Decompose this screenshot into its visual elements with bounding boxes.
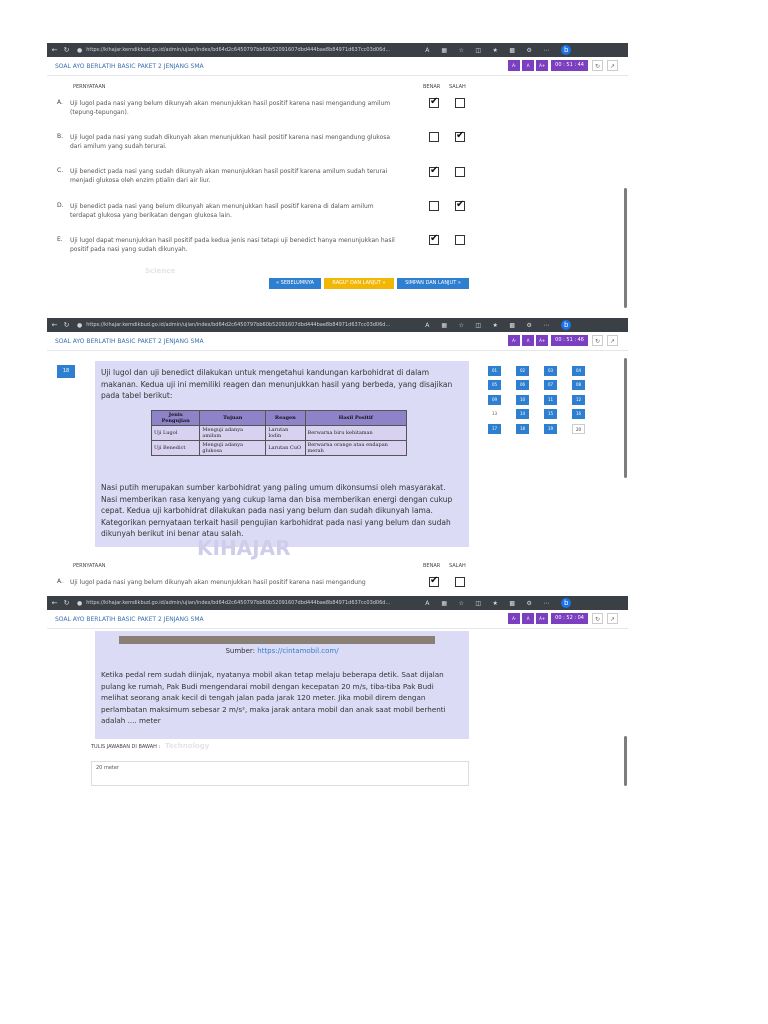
table-cell: Menguji adanya amilum <box>200 426 266 441</box>
question-number-09[interactable]: 09 <box>488 395 501 405</box>
browser-toolbar <box>47 318 628 332</box>
statement-text: Uji benedict pada nasi yang sudah dikunyah akan menunjukkan hasil positif karena amilum sudah terurai menjadi glukosa oleh enzim ptialin dari air liur. <box>70 168 388 184</box>
address-bar[interactable]: https://kihajar.kemdikbud.go.id/admin/ujian/index/bd64d2c6450797bb60b52091607dbd444bae8b84971d637cc03d06d... <box>86 600 391 606</box>
address-bar[interactable]: https://kihajar.kemdikbud.go.id/admin/ujian/index/bd64d2c6450797bb60b52091607dbd444bae8b84971d637cc03d06d... <box>86 322 391 328</box>
exam-title: SOAL AYO BERLATIH BASIC PAKET 2 JENJANG SMA <box>55 62 204 70</box>
lock-icon: ● <box>77 599 83 607</box>
split-screen-icon[interactable]: ◫ <box>475 599 482 607</box>
extensions-icon[interactable]: ⚙ <box>526 46 532 54</box>
favorites-icon[interactable]: ★ <box>492 599 498 607</box>
question-number-04[interactable]: 04 <box>572 366 585 376</box>
salah-checkbox-d[interactable] <box>455 201 465 211</box>
favorites-icon[interactable]: ★ <box>492 321 498 329</box>
question-number-10[interactable]: 10 <box>516 395 529 405</box>
refresh-icon[interactable]: ↻ <box>592 335 603 346</box>
salah-checkbox-b[interactable] <box>455 132 465 142</box>
exam-header <box>47 610 628 629</box>
screenshot-2 <box>47 318 628 592</box>
read-aloud-icon[interactable]: A <box>425 599 430 607</box>
browser-toolbar <box>47 596 628 610</box>
scrollbar[interactable] <box>624 358 627 478</box>
timer: 00 : 51 : 46 <box>551 335 588 346</box>
fullscreen-icon[interactable]: ↗ <box>607 60 618 71</box>
car-image-bottom-edge <box>119 636 435 644</box>
salah-checkbox-e[interactable] <box>455 235 465 245</box>
question-number-01[interactable]: 01 <box>488 366 501 376</box>
favorites-icon[interactable]: ★ <box>492 46 498 54</box>
collections-icon[interactable]: ▩ <box>509 321 516 329</box>
split-screen-icon[interactable]: ◫ <box>475 321 482 329</box>
font-increase-button[interactable]: A+ <box>536 60 548 71</box>
watermark-technology: Technology <box>165 742 210 750</box>
extensions-icon[interactable]: ⚙ <box>526 321 532 329</box>
question-number-05[interactable]: 05 <box>488 380 501 390</box>
font-increase-button[interactable]: A+ <box>536 335 548 346</box>
table-header: Reagen <box>266 411 305 426</box>
table-cell: Berwarna biru kehitaman <box>305 426 406 441</box>
benar-checkbox-e[interactable] <box>429 235 439 245</box>
font-reset-button[interactable]: A <box>522 60 534 71</box>
image-source <box>95 646 469 658</box>
question-number-19[interactable]: 19 <box>544 424 557 434</box>
collections-icon[interactable]: ▩ <box>509 46 516 54</box>
table-header: Hasil Positif <box>305 411 406 426</box>
font-reset-button[interactable]: A <box>522 335 534 346</box>
salah-header: SALAH <box>449 84 466 90</box>
exam-header <box>47 57 628 76</box>
split-screen-icon[interactable]: ◫ <box>475 46 482 54</box>
statement-header: PERNYATAAN <box>73 84 106 90</box>
question-number-16[interactable]: 16 <box>572 409 585 419</box>
read-aloud-icon[interactable]: A <box>425 46 430 54</box>
question-body: Nasi putih merupakan sumber karbohidrat yang paling umum dikonsumsi oleh masyarakat. Nasi memberikan rasa kenyang yang cukup lama dan bisa memberikan energi dengan cukup cepat. Kedua uji karbohidrat dilakukan pada nasi yang belum dan sudah dikunyah lama. Kategorikan pernyataan terkait hasil pengujian karbohidrat pada nasi yang belum dan sudah dikunyah berikut ini benar atau salah. <box>101 483 453 538</box>
read-aloud-icon[interactable]: A <box>425 321 430 329</box>
table-header: Tujuan <box>200 411 266 426</box>
statement-header: PERNYATAAN <box>73 563 106 569</box>
scrollbar[interactable] <box>624 188 627 308</box>
translate-icon[interactable]: ▦ <box>441 46 448 54</box>
statement-text: Uji lugol pada nasi yang belum dikunyah akan menunjukkan hasil positif karena nasi mengandung <box>70 579 366 586</box>
source-label: Sumber: <box>225 647 258 655</box>
benar-checkbox-a[interactable] <box>429 577 439 587</box>
exam-header <box>47 332 628 351</box>
salah-checkbox-c[interactable] <box>455 167 465 177</box>
benar-checkbox-b[interactable] <box>429 132 439 142</box>
salah-header: SALAH <box>449 563 466 569</box>
question-number-12[interactable]: 12 <box>572 395 585 405</box>
table-row <box>152 426 407 441</box>
table-header: Jenis Pengujian <box>152 411 200 426</box>
question-number-15[interactable]: 15 <box>544 409 557 419</box>
statement-text: Uji benedict pada nasi yang belum dikunyah akan menunjukkan hasil positif karena di dalam amilum terdapat glukosa yang berikatan dengan glukosa lain. <box>70 203 374 219</box>
table-cell: Menguji adanya glukosa <box>200 441 266 456</box>
benar-checkbox-a[interactable] <box>429 98 439 108</box>
bing-icon[interactable]: b <box>561 320 571 330</box>
extensions-icon[interactable]: ⚙ <box>526 599 532 607</box>
benar-checkbox-d[interactable] <box>429 201 439 211</box>
question-number-18[interactable]: 18 <box>516 424 529 434</box>
back-icon[interactable]: ← <box>51 599 58 607</box>
fullscreen-icon[interactable]: ↗ <box>607 613 618 624</box>
translate-icon[interactable]: ▦ <box>441 599 448 607</box>
save-next-button[interactable]: SIMPAN DAN LANJUT » <box>397 278 469 289</box>
address-bar[interactable]: https://kihajar.kemdikbud.go.id/admin/ujian/index/bd64d2c6450797bb60b52091607dbd444bae8b84971d637cc03d06d... <box>86 47 391 53</box>
statement-letter: E. <box>57 236 63 243</box>
reload-icon[interactable]: ↻ <box>63 321 70 329</box>
benar-header: BENAR <box>423 84 441 90</box>
question-number-17[interactable]: 17 <box>488 424 501 434</box>
reload-icon[interactable]: ↻ <box>63 599 70 607</box>
question-number-06[interactable]: 06 <box>516 380 529 390</box>
back-icon[interactable]: ← <box>51 46 58 54</box>
bing-icon[interactable]: b <box>561 598 571 608</box>
question-number-20[interactable]: 20 <box>572 424 585 434</box>
font-increase-button[interactable]: A+ <box>536 613 548 624</box>
screenshot-1 <box>47 43 628 313</box>
screenshot-3 <box>47 596 628 786</box>
star-icon[interactable]: ☆ <box>458 599 464 607</box>
question-number-03[interactable]: 03 <box>544 366 557 376</box>
doubt-next-button[interactable]: RAGU² DAN LANJUT » <box>324 278 394 289</box>
statement-text: Uji lugol dapat menunjukkan hasil positif pada kedua jenis nasi tetapi uji benedict hanya menunjukkan hasil positif pada nasi yang sudah dikunyah. <box>70 237 395 253</box>
question-number-11[interactable]: 11 <box>544 395 557 405</box>
statement-letter: B. <box>57 133 64 140</box>
salah-checkbox-a[interactable] <box>455 98 465 108</box>
more-icon[interactable]: ⋯ <box>543 321 550 329</box>
benar-header: BENAR <box>423 563 441 569</box>
statement-text: Uji lugol pada nasi yang belum dikunyah akan menunjukkan hasil positif karena nasi mengandung amilum (tepung-tepungan). <box>70 100 391 116</box>
salah-checkbox-a[interactable] <box>455 577 465 587</box>
question-number-badge: 18 <box>57 365 75 378</box>
benar-checkbox-c[interactable] <box>429 167 439 177</box>
question-intro: Uji lugol dan uji benedict dilakukan untuk mengetahui kandungan karbohidrat di dalam makanan. Kedua uji ini memiliki reagen dan menunjukkan hasil yang berbeda, yang disajikan pada tabel berikut: <box>101 368 453 400</box>
collections-icon[interactable]: ▩ <box>509 599 516 607</box>
answer-input[interactable]: 20 meter <box>91 761 469 786</box>
scrollbar[interactable] <box>624 736 627 786</box>
bing-icon[interactable]: b <box>561 45 571 55</box>
more-icon[interactable]: ⋯ <box>543 46 550 54</box>
exam-title: SOAL AYO BERLATIH BASIC PAKET 2 JENJANG SMA <box>55 615 204 623</box>
statement-letter: A. <box>57 578 63 585</box>
answer-label: TULIS JAWABAN DI BAWAH : <box>91 744 161 750</box>
source-link[interactable]: https://cintamobil.com/ <box>257 647 339 655</box>
test-table <box>151 410 407 456</box>
font-decrease-button[interactable]: A- <box>508 335 520 346</box>
previous-button[interactable]: « SEBELUMNYA <box>269 278 321 289</box>
font-decrease-button[interactable]: A- <box>508 60 520 71</box>
question-text: Ketika pedal rem sudah diinjak, nyatanya mobil akan tetap melaju beberapa detik. Saat dijalan pulang ke rumah, Pak Budi mengendarai mobil dengan kecepatan 20 m/s, tiba-tiba Pak Budi melihat seorang anak kecil di tengah jalan pada jarak 120 meter. Jika mobil direm dengan perlambatan maksimum sebesar 2 m/s², maka jarak antara mobil dan anak saat mobil berhenti adalah .... meter <box>101 670 446 725</box>
star-icon[interactable]: ☆ <box>458 46 464 54</box>
table-cell: Uji Benedict <box>152 441 200 456</box>
exam-title: SOAL AYO BERLATIH BASIC PAKET 2 JENJANG SMA <box>55 337 204 345</box>
fullscreen-icon[interactable]: ↗ <box>607 335 618 346</box>
statement-letter: C. <box>57 167 64 174</box>
reload-icon[interactable]: ↻ <box>63 46 70 54</box>
lock-icon: ● <box>77 46 83 54</box>
watermark-kihajar: KIHAJAR <box>197 536 291 560</box>
table-row <box>152 441 407 456</box>
question-number-14[interactable]: 14 <box>516 409 529 419</box>
question-number-08[interactable]: 08 <box>572 380 585 390</box>
table-cell: Larutan Iodin <box>266 426 305 441</box>
back-icon[interactable]: ← <box>51 321 58 329</box>
statement-letter: A. <box>57 99 63 106</box>
star-icon[interactable]: ☆ <box>458 321 464 329</box>
browser-toolbar <box>47 43 628 57</box>
table-cell: Berwarna orange atau endapan merah <box>305 441 406 456</box>
statement-text: Uji lugol pada nasi yang sudah dikunyah akan menunjukkan hasil positif karena nasi mengandung glukosa dari amilum yang sudah terurai. <box>70 134 391 150</box>
timer: 00 : 52 : 04 <box>551 613 588 624</box>
statement-letter: D. <box>57 202 64 209</box>
font-decrease-button[interactable]: A- <box>508 613 520 624</box>
lock-icon: ● <box>77 321 83 329</box>
question-number-13[interactable]: 13 <box>488 409 501 419</box>
font-reset-button[interactable]: A <box>522 613 534 624</box>
watermark-science: Science <box>145 267 176 275</box>
refresh-icon[interactable]: ↻ <box>592 60 603 71</box>
timer: 00 : 51 : 44 <box>551 60 588 71</box>
translate-icon[interactable]: ▦ <box>441 321 448 329</box>
table-cell: Uji Lugol <box>152 426 200 441</box>
question-number-02[interactable]: 02 <box>516 366 529 376</box>
more-icon[interactable]: ⋯ <box>543 599 550 607</box>
table-cell: Larutan CuO <box>266 441 305 456</box>
refresh-icon[interactable]: ↻ <box>592 613 603 624</box>
question-number-07[interactable]: 07 <box>544 380 557 390</box>
